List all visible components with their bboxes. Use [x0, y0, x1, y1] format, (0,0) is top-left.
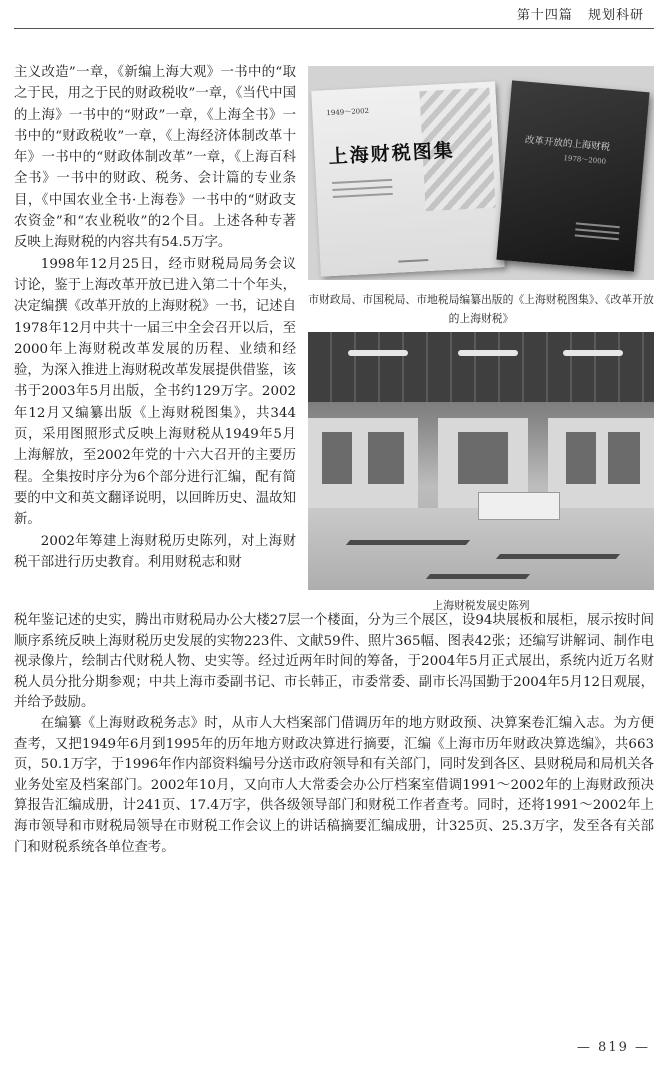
floor-stripe: [346, 540, 470, 545]
books-caption: 市财政局、市国税局、市地税局编纂出版的《上海财税图集》、《改革开放的上海财税》: [308, 293, 654, 325]
paragraph-3-lead: 2002年筹建上海财税历史陈列，对上海财税干部进行历史教育。利用财税志和财: [14, 533, 296, 570]
page-number: — 819 —: [576, 1040, 650, 1055]
display-board: [566, 432, 596, 484]
left-column: [14, 62, 296, 573]
header-chapter: 规划科研: [587, 8, 644, 23]
paragraph-4: 在编纂《上海财政税务志》时，从市人大档案部门借调历年的地方财政预、决算案卷汇编入志。为方便查考，又把1949年6月到1995年的历年地方财政决算进行摘要，汇编《上海市历年财政决算选编》，共663页，50.1万字，于1996年作内部资料编号分送市政府领导和有关部门，同时发到各区、县财税局和局机关各业务处室及档案部门。2002年10月，又向市人大常委会办公厅档案室借调1991～2002年的上海财政预决算报告汇编成册，计241页、17.4万字，供各级领导部门和财税工作者查考。同时，还将1991～2002年上海市领导和市财税局领导在市财税工作会议上的讲话稿摘要汇编成册，计325页、25.3万字，发至各有关部门和财税系统各单位查考。: [14, 715, 654, 855]
ceiling-light: [348, 350, 408, 356]
header-section: 第十四篇: [516, 8, 573, 23]
paragraph-2: 1998年12月25日，经市财税局局务会议讨论，鉴于上海改革开放已进入第二十个年头，决定编撰《改革开放的上海财税》一书，记述自1978年12月中共十一届三中全会召开以后，至2000年上海财税改革发展的历程、业绩和经验，为深入推进上海财税改革发展提供借鉴，该书于2003年5月出版，全书约129万字。2002年12月又编纂出版《上海财税图集》，共344页，采用图照形式反映上海财税从1949年5月上海解放，至2002年党的十六大召开的主要历程。全集按时序分为6个部分进行汇编，配有简要的中文和英文翻译说明，以回眸历史、温故知新。: [14, 256, 296, 528]
exhibit-ceiling: [308, 332, 654, 402]
ceiling-light: [458, 350, 518, 356]
books-photo: [308, 66, 654, 280]
display-board: [368, 432, 404, 484]
exhibit-caption: 上海财税发展史陈列: [432, 599, 530, 612]
book2-publisher-lines: [574, 222, 619, 244]
display-board: [322, 432, 352, 484]
paragraph-3-continued: 税年鉴记述的史实，腾出市财税局办公大楼27层一个楼面，分为三个展区，设94块展板和展柜，展示按时间顺序系统反映上海财税历史发展的实物223件、文献59件、照片365幅、图表42张；还编写讲解词、制作电视录像片，绘制古代财税人物、史实等。经过近两年时间的筹备，于2004年5月正式展出，系统内近万名财税人员分批分期参观；中共上海市委副书记、市长韩正，市委常委、副市长冯国勤于2004年5月12日观展，并给予鼓励。: [14, 613, 654, 711]
book1-title: 上海财税图集: [328, 139, 456, 169]
floor-stripe: [496, 554, 620, 559]
display-case: [478, 492, 560, 520]
book-reform-opening-tax: [496, 80, 649, 271]
display-board: [608, 432, 640, 484]
book2-title: 改革开放的上海财税: [524, 134, 611, 154]
book1-publisher-lines: [332, 179, 393, 203]
paragraph-1: 主义改造”一章，《新编上海大观》一书中的“取之于民，用之于民的财政税收”一章，《当代中国的上海》一书中的“财政”一章，《上海全书》一书中的“财政税收”一章，《上海经济体制改革十年》一书中的“财政体制改革”一章，《上海百科全书》一书中的财政、税务、会计篇的专业条目，《中国农业全书·上海卷》一书中的“财政支农资金”和“农业税收”的2个目。上述各种专著反映上海财税的内容共有54.5万字。: [14, 65, 296, 251]
floor-stripe: [426, 574, 530, 579]
header-rule: [14, 28, 654, 29]
exhibit-photo: [308, 332, 654, 590]
full-width-text: [14, 611, 654, 858]
display-board: [458, 432, 508, 484]
book1-publisher-mark: [398, 259, 428, 263]
book1-years: 1949～2002: [326, 106, 370, 118]
book2-years: 1978～2000: [563, 154, 607, 166]
ceiling-light: [563, 350, 623, 356]
page-header: [517, 4, 644, 23]
book-shanghai-tax-atlas: [311, 81, 504, 276]
